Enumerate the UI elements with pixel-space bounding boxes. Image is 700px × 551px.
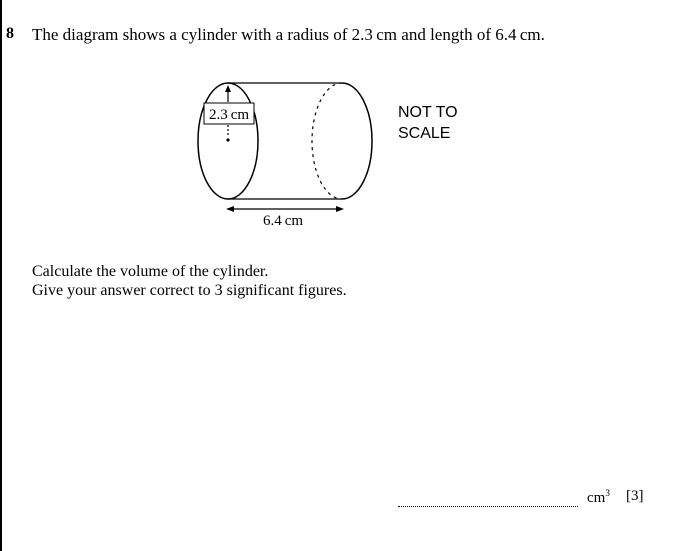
instruction-line1: Calculate the volume of the cylinder. (32, 263, 269, 280)
answer-unit (587, 488, 610, 507)
centre-point (226, 138, 229, 141)
length-arrowhead-left (226, 206, 234, 212)
cylinder-diagram (190, 78, 390, 228)
radius-arrowhead (225, 85, 231, 92)
scale-note-line1: NOT TO (398, 104, 458, 121)
instruction-line2: Give your answer correct to 3 significant figures. (32, 282, 347, 299)
length-label: 6.4 cm (262, 213, 304, 228)
answer-line[interactable] (398, 506, 578, 507)
page-margin-rule (0, 0, 2, 551)
scale-note-line2: SCALE (398, 125, 451, 142)
cylinder-right-face-hidden (312, 83, 342, 199)
radius-label: 2.3 cm (208, 107, 250, 123)
question-number: 8 (6, 25, 14, 42)
instructions (32, 262, 347, 300)
answer-unit-power: 3 (605, 488, 610, 498)
marks-label: [3] (626, 488, 644, 504)
question-text: The diagram shows a cylinder with a radius of 2.3 cm and length of 6.4 cm. (32, 25, 545, 44)
cylinder-right-face-visible (342, 83, 372, 199)
length-arrowhead-right (336, 206, 344, 212)
answer-unit-text: cm (587, 490, 606, 506)
not-to-scale-note (398, 102, 458, 144)
